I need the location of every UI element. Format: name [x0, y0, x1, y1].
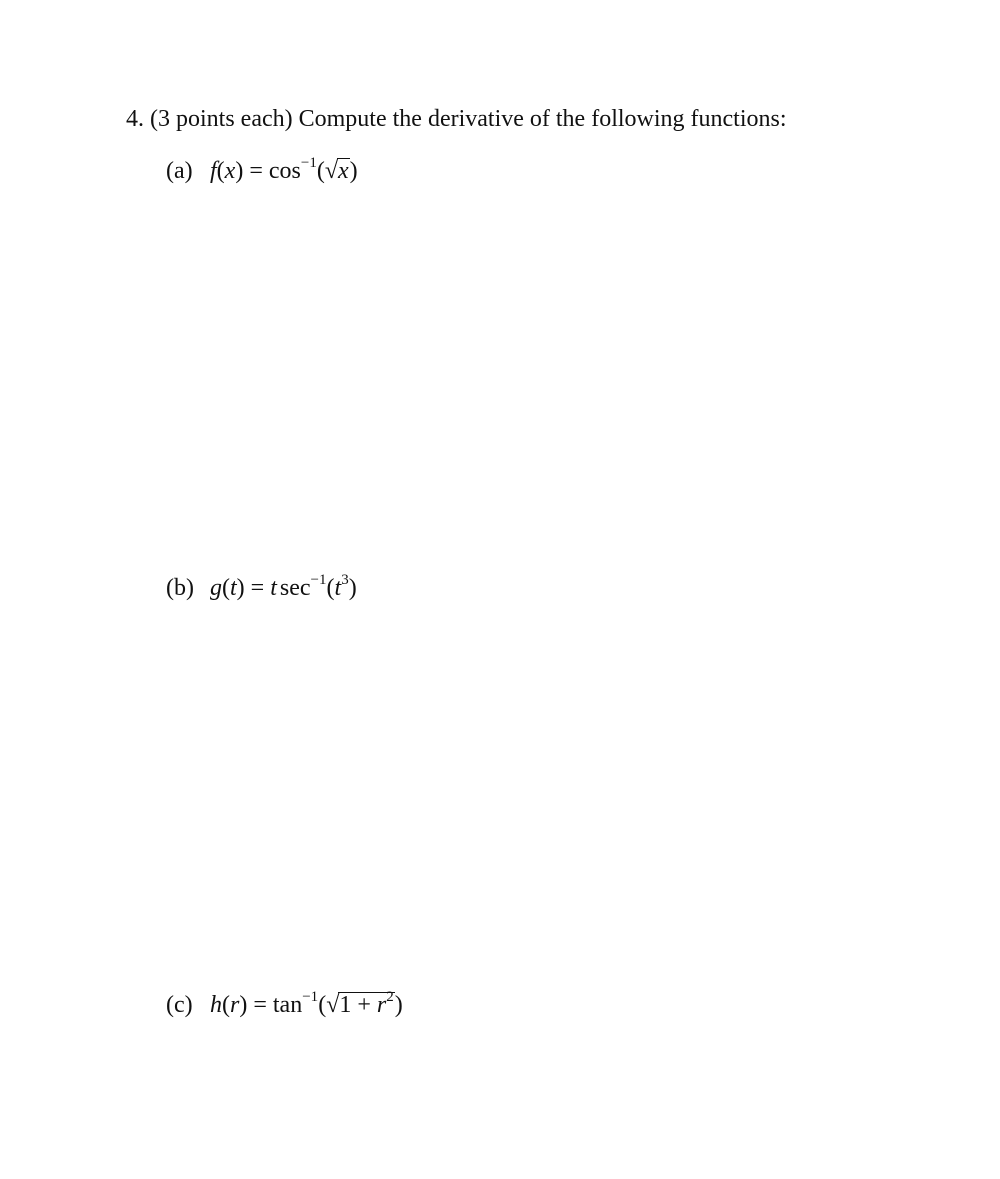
part-c: (c) $h(r) = \tan^{-1}(√1 + r^2)$ [166, 989, 403, 1018]
part-b: (b) g(t) = t $\sec^{-1}(t^3)$ [166, 572, 357, 601]
part-c-label: (c) [166, 992, 193, 1018]
part-b-operator: sec [279, 575, 311, 601]
part-a-inner: x [338, 158, 349, 184]
problem-instruction: Compute the derivative of the following functions: [298, 106, 787, 132]
part-a-variable: x [224, 158, 236, 184]
part-c-inverse-exponent: −1 [302, 989, 319, 1005]
part-c-inner-base: r [376, 992, 387, 1018]
problem-number: 4. [126, 106, 144, 132]
sqrt-icon: √ [324, 158, 339, 184]
part-a-label: (a) [166, 158, 193, 184]
part-b-variable: t [230, 575, 237, 601]
part-c-operator: tan [272, 992, 303, 1018]
part-c-inner-exponent: 2 [386, 989, 394, 1005]
part-a-function-name: f [210, 158, 217, 184]
part-b-coefficient: t [270, 575, 277, 601]
sqrt-icon: √ [326, 992, 340, 1018]
part-a-radicand [337, 158, 350, 183]
part-c-inner-constant: 1 [339, 992, 352, 1018]
part-a-inverse-exponent: −1 [300, 155, 317, 171]
part-b-inverse-exponent: −1 [310, 572, 327, 588]
part-c-variable: r [230, 992, 240, 1018]
part-c-radicand [338, 989, 394, 1018]
part-b-function-name: g [210, 575, 222, 601]
part-b-label: (b) [166, 575, 194, 601]
part-a-operator: cos [268, 158, 301, 184]
part-a: (a) $f(x) = \cos^{-1}(√x)$ [166, 155, 358, 184]
problem-heading [126, 104, 787, 134]
part-c-inner-plus: + [357, 992, 371, 1018]
part-b-inner-exponent: 3 [341, 572, 349, 588]
part-b-inner-base: t [334, 575, 342, 601]
problem-points: (3 points each) [150, 106, 293, 132]
part-c-function-name: h [210, 992, 222, 1018]
